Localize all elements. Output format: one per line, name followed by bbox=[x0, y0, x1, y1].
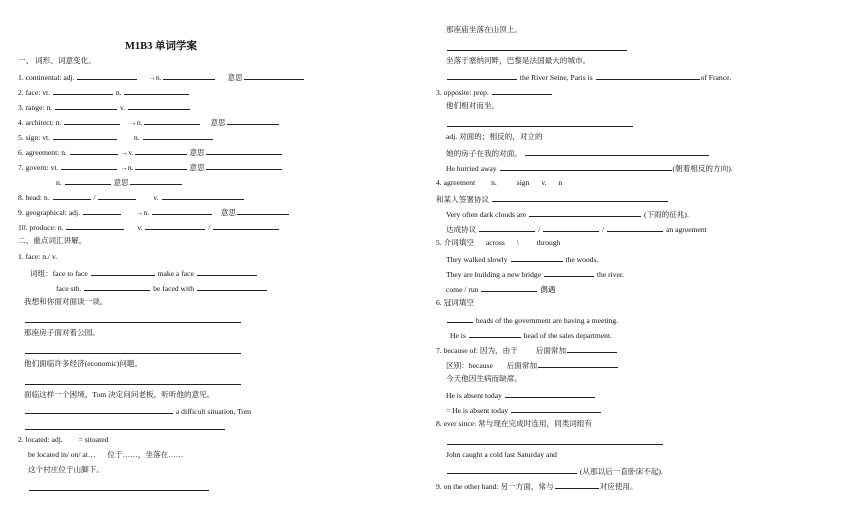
meaning-label: 意思 bbox=[189, 163, 205, 172]
arrow-label: →n. bbox=[148, 73, 162, 82]
fill-sentence bbox=[446, 465, 663, 475]
item-label: 10. produce: n. bbox=[18, 223, 64, 232]
item-govern-2 bbox=[56, 176, 183, 186]
blank[interactable] bbox=[135, 146, 187, 155]
section-heading-2: 二、重点词汇讲解。 bbox=[18, 236, 87, 245]
meaning-label: 意思 bbox=[210, 118, 226, 127]
item-sign bbox=[18, 131, 214, 141]
blank[interactable] bbox=[91, 267, 155, 276]
blank[interactable] bbox=[61, 161, 117, 170]
item-label: 7. because of: 因为，由于 bbox=[436, 346, 518, 355]
blank[interactable] bbox=[492, 86, 552, 95]
fill-sentence bbox=[446, 314, 618, 324]
fill-sentence bbox=[446, 223, 707, 233]
answer-line[interactable] bbox=[446, 436, 664, 446]
blank[interactable] bbox=[479, 223, 535, 232]
sentence-text: the River Seine, Paris is bbox=[519, 73, 593, 82]
pos-label: n. bbox=[115, 88, 122, 97]
item-architect bbox=[18, 116, 280, 126]
blank[interactable] bbox=[83, 206, 121, 215]
fill-sentence bbox=[446, 208, 689, 218]
blank[interactable] bbox=[197, 267, 257, 276]
item-continental bbox=[18, 71, 305, 81]
sentence-text: the woods. bbox=[565, 255, 599, 264]
phrase-label: be faced with bbox=[153, 284, 195, 293]
sentence-text: He hurried away bbox=[446, 164, 497, 173]
blank[interactable] bbox=[525, 147, 709, 156]
blank[interactable] bbox=[500, 162, 672, 171]
sentence-text: 对应使用。 bbox=[599, 482, 638, 491]
answer-line[interactable] bbox=[24, 345, 242, 355]
fill-sentence bbox=[446, 253, 598, 263]
located-phrase bbox=[28, 450, 183, 460]
sentence-text: (朝着相反的方向). bbox=[672, 164, 733, 173]
blank[interactable] bbox=[144, 116, 200, 125]
sentence-prompt: 我想和你面对面谈一谈。 bbox=[24, 297, 108, 306]
pos-label: v. bbox=[137, 223, 143, 232]
sentence-text: (从那以后一直卧床不起). bbox=[579, 467, 663, 476]
blank[interactable] bbox=[70, 146, 118, 155]
answer-line[interactable] bbox=[24, 314, 242, 324]
pos-label: v. bbox=[541, 178, 547, 187]
sentence-text: an agreement bbox=[666, 225, 707, 234]
blank[interactable] bbox=[162, 191, 244, 200]
item-label: 9. geographical: adj. bbox=[18, 208, 80, 217]
item-label: 5. 介词填空 bbox=[436, 238, 474, 247]
sentence-text: 和某人签署协议 bbox=[436, 195, 490, 204]
sentence-text: come / run bbox=[446, 285, 479, 294]
blank[interactable] bbox=[511, 253, 563, 262]
blank[interactable] bbox=[481, 283, 537, 292]
slash: / bbox=[538, 225, 541, 234]
blank[interactable] bbox=[469, 329, 521, 338]
answer-line[interactable] bbox=[28, 482, 210, 492]
meaning-label: 意思 bbox=[189, 148, 205, 157]
blank[interactable] bbox=[64, 116, 120, 125]
sentence-prompt: 这个村庄位于山脚下。 bbox=[28, 465, 104, 474]
blank[interactable] bbox=[227, 116, 279, 125]
section-heading-1: 一、 词形、词意变化。 bbox=[18, 56, 96, 65]
item-label: 4. architect: n. bbox=[18, 118, 62, 127]
sentence-text: They walked slowly bbox=[446, 255, 508, 264]
sentence-text: head of the sales department. bbox=[523, 331, 612, 340]
blank[interactable] bbox=[53, 86, 113, 95]
blank[interactable] bbox=[555, 480, 599, 489]
fill-sentence bbox=[446, 162, 733, 172]
pos-label: v. bbox=[119, 103, 126, 112]
item-label: 9. on the other hand: 另一方面，常与 bbox=[436, 482, 554, 491]
blank[interactable] bbox=[447, 71, 517, 80]
fill-sentence bbox=[446, 268, 624, 278]
answer-line[interactable] bbox=[446, 118, 634, 128]
blank[interactable] bbox=[607, 223, 663, 232]
phrase-label: be located in/ on/ at… bbox=[28, 450, 96, 459]
sentence-text: 偶遇 bbox=[540, 285, 556, 294]
sentence-text: (下雨的征兆). bbox=[643, 210, 689, 219]
blank[interactable] bbox=[206, 146, 282, 155]
sentence-text: 区别：because bbox=[446, 361, 493, 370]
sentence-prompt: 坐落于塞纳河畔，巴黎是法国最大的城市。 bbox=[446, 56, 591, 65]
blank[interactable] bbox=[25, 405, 173, 414]
item-label: 2. located: adj. bbox=[18, 435, 63, 444]
blank[interactable] bbox=[244, 71, 304, 80]
meaning-label: 意思 bbox=[227, 73, 243, 82]
pos-label: v. bbox=[153, 193, 159, 202]
blank[interactable] bbox=[66, 221, 124, 230]
answer-line[interactable] bbox=[24, 376, 242, 386]
item-label: 5. sign: vt. bbox=[18, 133, 51, 142]
blank[interactable] bbox=[596, 71, 700, 80]
item-label: 7. govern: vt. bbox=[18, 163, 59, 172]
sentence-text: of France. bbox=[700, 73, 732, 82]
opposite-heading bbox=[436, 86, 553, 96]
because-of-heading bbox=[436, 344, 618, 354]
face-phrases-1 bbox=[30, 267, 258, 277]
blank[interactable] bbox=[124, 86, 189, 95]
item-label: 6. agreement: n. bbox=[18, 148, 67, 157]
blank[interactable] bbox=[447, 465, 577, 474]
blank[interactable] bbox=[65, 176, 111, 185]
sentence-text: Very often dark clouds are bbox=[446, 210, 527, 219]
sentence-prompt bbox=[436, 193, 669, 203]
fill-sentence bbox=[446, 389, 596, 399]
item-label: 3. opposite: prep. bbox=[436, 88, 489, 97]
sentence-prompt: 他们面临许多经济(economic)问题。 bbox=[24, 359, 143, 368]
sentence-text: 她的房子在我的对面。 bbox=[446, 149, 522, 158]
blank[interactable] bbox=[543, 223, 599, 232]
blank[interactable] bbox=[163, 71, 215, 80]
sentence-text: 后面常加 bbox=[535, 346, 567, 355]
sentence-text: the river. bbox=[596, 270, 624, 279]
blank[interactable] bbox=[130, 176, 182, 185]
sentence-prompt bbox=[446, 147, 710, 157]
sentence-text: He is bbox=[450, 331, 466, 340]
blank[interactable] bbox=[567, 344, 617, 353]
page-title: M1B3 单词学案 bbox=[125, 41, 198, 52]
fill-sentence bbox=[446, 71, 731, 81]
blank[interactable] bbox=[237, 206, 289, 215]
pos-label: n. bbox=[491, 178, 497, 187]
located-heading bbox=[18, 435, 108, 445]
sentence-prompt: 那座庙坐落在山顶上。 bbox=[446, 25, 522, 34]
phrase-meaning: 位于……，坐落在…… bbox=[107, 450, 184, 459]
item-govern bbox=[18, 161, 283, 171]
item-face bbox=[18, 86, 190, 96]
sentence-prompt: 他们相对而坐。 bbox=[446, 101, 500, 110]
blank[interactable] bbox=[55, 101, 117, 110]
sentence-prompt: 面临这样一个困境，Tom 决定问问老板，听听他的意见。 bbox=[24, 390, 215, 399]
pos-label: n bbox=[558, 178, 563, 187]
item-agreement bbox=[18, 146, 283, 156]
blank[interactable] bbox=[53, 131, 117, 140]
item-produce bbox=[18, 221, 280, 231]
blank[interactable] bbox=[197, 282, 267, 291]
answer-line[interactable] bbox=[24, 421, 226, 431]
blank[interactable] bbox=[128, 101, 190, 110]
item-geographical bbox=[18, 206, 290, 216]
blank[interactable] bbox=[135, 161, 187, 170]
pos-label: n. bbox=[133, 133, 140, 142]
sentence-text: 达成协议 bbox=[446, 225, 477, 234]
blank[interactable] bbox=[98, 191, 136, 200]
item-range bbox=[18, 101, 191, 111]
item-label: 3. range: n. bbox=[18, 103, 53, 112]
arrow-label: →n. bbox=[135, 208, 150, 217]
preposition-heading bbox=[436, 238, 560, 248]
slash: / bbox=[602, 225, 605, 234]
item-label: 4. agreement bbox=[436, 178, 476, 187]
blank[interactable] bbox=[77, 71, 137, 80]
contrast-line bbox=[446, 359, 619, 369]
slash: / bbox=[208, 223, 211, 232]
answer-line[interactable] bbox=[446, 42, 628, 52]
blank[interactable] bbox=[84, 282, 150, 291]
sentence-prompt: 今天他因生病而缺席。 bbox=[446, 374, 522, 383]
definition-text: adj. 对面的；相反的，对立的 bbox=[446, 132, 543, 141]
blank[interactable] bbox=[447, 314, 473, 323]
blank[interactable] bbox=[492, 193, 668, 202]
agreement-heading bbox=[436, 178, 562, 188]
blank[interactable] bbox=[143, 131, 213, 140]
sentence-text: = He is absent today bbox=[446, 406, 509, 415]
phrase-label: face sth. bbox=[56, 284, 82, 293]
pos-label: n. bbox=[56, 178, 62, 187]
meaning-label: 意思 bbox=[220, 208, 237, 217]
sentence-text: He is absent today bbox=[446, 391, 502, 400]
sentence-prompt: John caught a cold last Saturday and bbox=[446, 450, 557, 459]
blank[interactable] bbox=[538, 359, 618, 368]
arrow-label: →n. bbox=[129, 118, 143, 127]
blank[interactable] bbox=[529, 208, 641, 217]
word-label: sign bbox=[516, 178, 530, 187]
blank[interactable] bbox=[145, 221, 205, 230]
blank[interactable] bbox=[206, 161, 282, 170]
word-option: across bbox=[485, 238, 505, 247]
fill-sentence bbox=[450, 329, 612, 339]
meaning-label: 意思 bbox=[113, 178, 129, 187]
arrow-label: →n. bbox=[120, 163, 134, 172]
item-label: 2. face: vt. bbox=[18, 88, 51, 97]
synonym-label: = situated bbox=[78, 435, 109, 444]
fill-sentence bbox=[446, 283, 555, 293]
other-hand-heading bbox=[436, 480, 638, 490]
blank[interactable] bbox=[53, 191, 91, 200]
face-phrases-2 bbox=[56, 282, 268, 292]
blank[interactable] bbox=[213, 221, 279, 230]
sentence-tail: a difficult situation, Tom bbox=[175, 407, 252, 416]
sentence-prompt: 那座房子面对着公园。 bbox=[24, 328, 100, 337]
blank[interactable] bbox=[544, 268, 594, 277]
blank[interactable] bbox=[511, 404, 601, 413]
fill-sentence bbox=[24, 405, 251, 415]
face-heading: 1. face: n./ v. bbox=[18, 252, 58, 261]
item-head bbox=[18, 191, 245, 201]
sentence-text: They are building a new bridge bbox=[446, 270, 542, 279]
sentence-text: heads of the government are having a meeting. bbox=[475, 316, 619, 325]
item-label: 1. continental: adj. bbox=[18, 73, 75, 82]
fill-sentence bbox=[446, 404, 602, 414]
phrase-label: 词组：face to face bbox=[30, 269, 88, 278]
separator: \ bbox=[516, 238, 519, 247]
ever-since-heading: 8. ever since: 常与现在完成时连用，同类词组有 bbox=[436, 419, 593, 428]
slash: / bbox=[93, 193, 96, 202]
item-label: 8. head: n. bbox=[18, 193, 50, 202]
blank[interactable] bbox=[152, 206, 212, 215]
article-heading: 6. 冠词填空 bbox=[436, 298, 474, 307]
phrase-label: make a face bbox=[157, 269, 194, 278]
blank[interactable] bbox=[505, 389, 595, 398]
sentence-text: 后面常加 bbox=[506, 361, 538, 370]
arrow-label: →v. bbox=[120, 148, 134, 157]
word-option: through bbox=[536, 238, 561, 247]
